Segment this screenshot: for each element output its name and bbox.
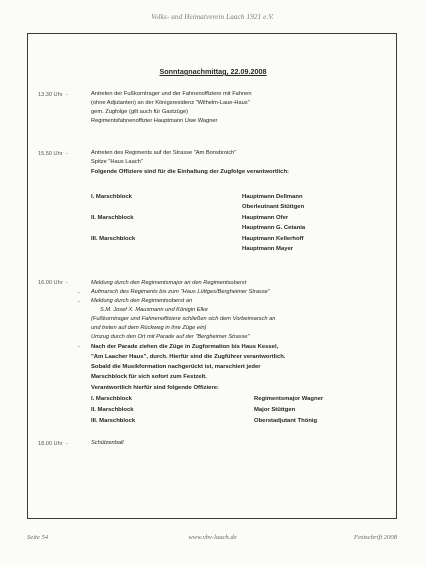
event-line: (ohne Adjutanten) an der Königsresidenz "Wilhelm-Laue-Haus" <box>91 100 250 106</box>
bullet: - <box>78 344 80 350</box>
unit-label: II. Marschblock <box>91 407 134 413</box>
event-line: Schützenball <box>91 440 124 446</box>
event-line: Spitze "Haus Laach" <box>91 159 143 165</box>
event-line: "Am Laacher Haus", durch. Hierfür sind die Zugführer verantwortlich. <box>91 354 286 360</box>
event-line: Meldung durch den Regimentsmajor an den Regimentsoberst <box>91 280 247 286</box>
event-line: Marschblock für sich sofort zum Festzelt. <box>91 374 207 380</box>
document-title: Sonntagnachmittag, 22.09.2008 <box>159 67 267 76</box>
bullet: - <box>78 299 80 305</box>
unit-officer: Hauptmann Mayer <box>242 246 294 252</box>
unit-officer: Hauptmann Dellmann <box>242 194 303 200</box>
footer-publication: Festschrift 2008 <box>353 534 397 541</box>
footer-website: www.vhv-laach.de <box>188 534 237 541</box>
page-header: Volks- und Heimatverein Laach 1921 e.V. <box>151 13 274 21</box>
event-time: 18.00 Uhr - <box>38 441 68 447</box>
event-line: Nach der Parade ziehen die Züge in Zugformation bis Haus Kessel, <box>91 344 279 350</box>
event-time: 13.30 Uhr - <box>38 92 68 98</box>
event-line: Folgende Offiziere sind für die Einhaltung der Zugfolge verantwortlich: <box>91 169 290 175</box>
event-time: 15.50 Uhr - <box>38 151 68 157</box>
footer-page-number: Seite 54 <box>27 534 49 541</box>
unit-label: I. Marschblock <box>91 396 132 402</box>
event-line: Meldung durch den Regimentsoberst an <box>91 298 193 304</box>
unit-label: I. Marschblock <box>91 194 132 200</box>
event-line: S.M. Josef X. Mausmann und Königin Elke <box>100 307 208 313</box>
event-line: Antreten des Regiments auf der Strasse "Am Bonsbroich" <box>91 150 237 156</box>
event-line: Aufmarsch des Regiments bis zum "Haus Lüttges/Bergheimer Strasse" <box>91 289 270 295</box>
unit-officer: Hauptmann Ofer <box>242 215 289 221</box>
bullet: - <box>78 290 80 296</box>
unit-label: III. Marschblock <box>91 236 136 242</box>
unit-label: II. Marschblock <box>91 215 134 221</box>
event-line: Sobald die Musikformation nachgerückt ist, marschiert jeder <box>91 364 261 370</box>
event-time: 16.00 Uhr - <box>38 280 68 286</box>
event-line: (Fußkorntrager und Fahnenoffiziere schließen sich dem Vorbeimarsch an <box>91 316 276 322</box>
event-line: Verantwortlich hierfür sind folgende Offiziere: <box>91 385 219 391</box>
event-line: Umzug durch den Ort mit Parade auf der "Bergheimer Strasse" <box>91 334 250 340</box>
event-line: Regimentsfahnenoffizier Hauptmann Uwe Wagner <box>91 118 218 124</box>
event-line: gem. Zugfolge (gilt auch für Gastzüge) <box>91 109 189 115</box>
unit-officer: Oberstadjutant Thönig <box>254 418 318 424</box>
document-frame <box>27 33 397 519</box>
unit-officer: Oberleutnant Stüttgen <box>242 204 305 210</box>
event-line: und treten auf dem Rückweg in ihre Züge ein) <box>91 325 207 331</box>
unit-label: III. Marschblock <box>91 418 136 424</box>
unit-officer: Hauptmann G. Cetania <box>242 225 306 231</box>
unit-officer: Hauptmann Kellerhoff <box>242 236 304 242</box>
event-line: Antreten der Fußkorntrager und der Fahnenoffiziere mit Fahnen <box>91 91 252 97</box>
unit-officer: Major Stüttgen <box>254 407 296 413</box>
unit-officer: Regimentsmajor Wagner <box>254 396 324 402</box>
